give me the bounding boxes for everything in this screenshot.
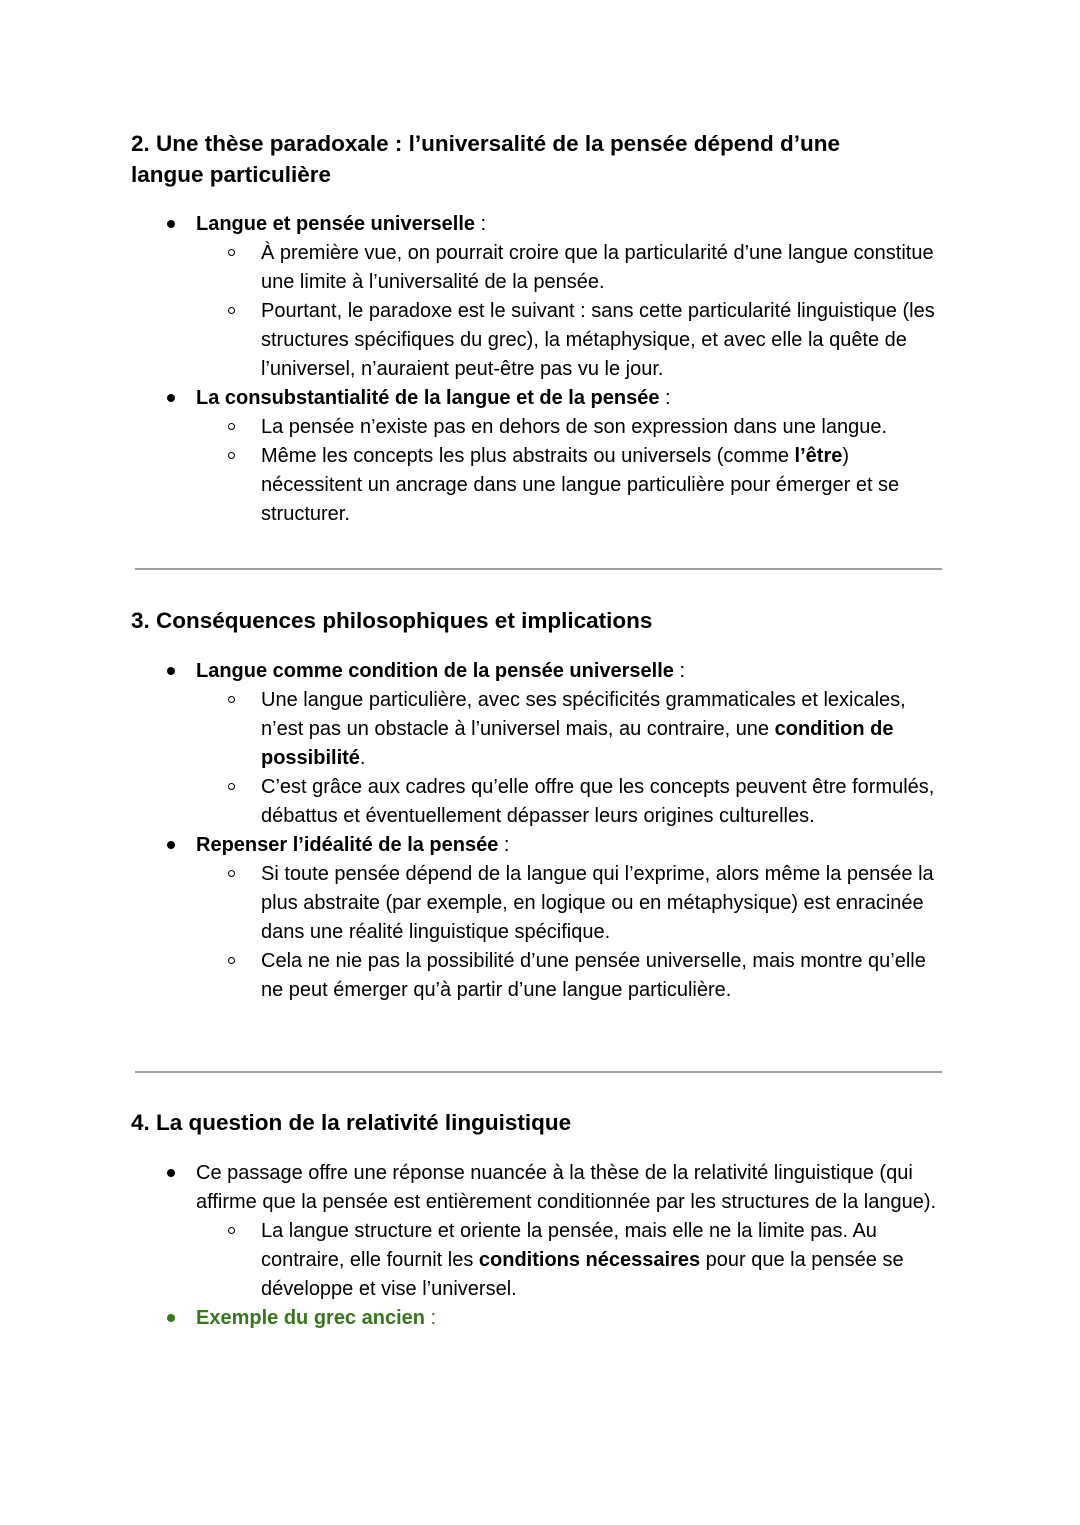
section-2-list xyxy=(131,210,951,529)
sub-list-item: La pensée n’existe pas en dehors de son expression dans une langue. xyxy=(196,413,951,442)
sub-list-item: Pourtant, le paradoxe est le suivant : sans cette particularité linguistique (les structures spécifiques du grec), la métaphysique, et avec elle la quête de l’universel, n’auraient peut-être pas vu le jour. xyxy=(196,297,951,384)
hollow-bullet-icon xyxy=(228,696,235,703)
hollow-bullet-icon xyxy=(228,307,235,314)
bullet-icon xyxy=(167,394,175,402)
section-2-title: 2. Une thèse paradoxale : l’universalité de la pensée dépend d’une langue particulière xyxy=(131,131,840,187)
bullet-icon xyxy=(167,841,175,849)
list-item: Langue et pensée universelle : À première vue, on pourrait croire que la particularité d’une langue constitue une limite à l’universalité de la pensée. Pourtant, le paradoxe est le suivant : sans cette particularité linguistique (les structures spécifiques du grec), la métaphysique, et avec elle la quête de l’universel, n’auraient peut-être pas vu le jour. xyxy=(131,210,951,384)
divider xyxy=(135,1071,942,1073)
hollow-bullet-icon xyxy=(228,423,235,430)
hollow-bullet-icon xyxy=(228,1227,235,1234)
section-4 xyxy=(131,1107,951,1333)
sub-list-item: Même les concepts les plus abstraits ou universels (comme l’être) nécessitent un ancrage dans une langue particulière pour émerger et se structurer. xyxy=(196,442,951,529)
bullet-icon xyxy=(167,667,175,675)
section-4-list xyxy=(131,1159,951,1333)
section-2 xyxy=(131,128,951,529)
section-3-title: 3. Conséquences philosophiques et implications xyxy=(131,608,653,633)
sub-list-item: Si toute pensée dépend de la langue qui l’exprime, alors même la pensée la plus abstraite (par exemple, en logique ou en métaphysique) est enracinée dans une réalité linguistique spécifique. xyxy=(196,860,951,947)
bullet-icon xyxy=(167,220,175,228)
hollow-bullet-icon xyxy=(228,783,235,790)
section-3-list xyxy=(131,657,951,1005)
list-item: Langue comme condition de la pensée universelle : Une langue particulière, avec ses spécificités grammaticales et lexicales, n’est pas un obstacle à l’universel mais, au contraire, une condition de possibilité. C’est grâce aux cadres qu’elle offre que les concepts peuvent être formulés, débattus et éventuellement dépasser leurs origines culturelles. xyxy=(131,657,951,831)
sub-list-item: À première vue, on pourrait croire que la particularité d’une langue constitue une limite à l’universalité de la pensée. xyxy=(196,239,951,297)
hollow-bullet-icon xyxy=(228,870,235,877)
bullet-icon xyxy=(167,1314,175,1322)
list-item: Repenser l’idéalité de la pensée : Si toute pensée dépend de la langue qui l’exprime, alors même la pensée la plus abstraite (par exemple, en logique ou en métaphysique) est enracinée dans une réalité linguistique spécifique. Cela ne nie pas la possibilité d’une pensée universelle, mais montre qu’elle ne peut émerger qu’à partir d’une langue particulière. xyxy=(131,831,951,1005)
sub-list-item: La langue structure et oriente la pensée, mais elle ne la limite pas. Au contraire, elle fournit les conditions nécessaires pour que la pensée se développe et vise l’universel. xyxy=(196,1217,951,1304)
sub-list-item: C’est grâce aux cadres qu’elle offre que les concepts peuvent être formulés, débattus et éventuellement dépasser leurs origines culturelles. xyxy=(196,773,951,831)
list-item: Ce passage offre une réponse nuancée à la thèse de la relativité linguistique (qui affirme que la pensée est entièrement conditionnée par les structures de la langue). La langue structure et oriente la pensée, mais elle ne la limite pas. Au contraire, elle fournit les conditions nécessaires pour que la pensée se développe et vise l’universel. xyxy=(131,1159,951,1304)
section-3 xyxy=(131,605,951,1005)
bullet-icon xyxy=(167,1169,175,1177)
hollow-bullet-icon xyxy=(228,249,235,256)
list-item: La consubstantialité de la langue et de la pensée : La pensée n’existe pas en dehors de son expression dans une langue. Même les concepts les plus abstraits ou universels (comme l’être) nécessitent un ancrage dans une langue particulière pour émerger et se structurer. xyxy=(131,384,951,529)
list-item: Exemple du grec ancien : xyxy=(131,1304,951,1333)
sub-list-item: Cela ne nie pas la possibilité d’une pensée universelle, mais montre qu’elle ne peut émerger qu’à partir d’une langue particulière. xyxy=(196,947,951,1005)
section-4-title: 4. La question de la relativité linguistique xyxy=(131,1110,572,1135)
hollow-bullet-icon xyxy=(228,957,235,964)
hollow-bullet-icon xyxy=(228,452,235,459)
sub-list-item: Une langue particulière, avec ses spécificités grammaticales et lexicales, n’est pas un obstacle à l’universel mais, au contraire, une condition de possibilité. xyxy=(196,686,951,773)
divider xyxy=(135,568,942,570)
